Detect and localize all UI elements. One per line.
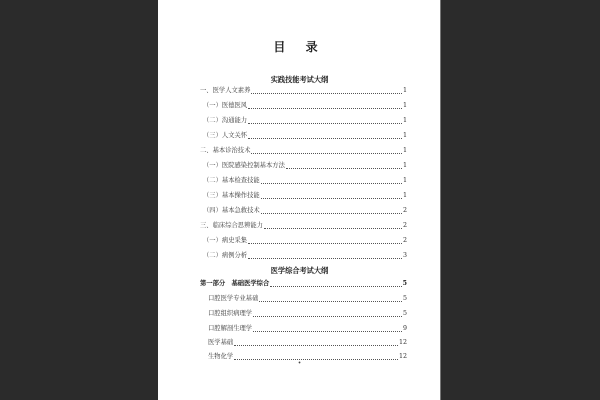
toc-entry-page: 5 <box>402 310 407 317</box>
toc-entry[interactable] <box>203 251 407 261</box>
toc-entry[interactable] <box>200 86 407 96</box>
dot-leader <box>248 257 402 259</box>
dot-leader <box>248 107 402 109</box>
toc-entry-page: 1 <box>402 177 407 184</box>
dot-leader <box>259 300 402 302</box>
toc-entry[interactable] <box>208 309 407 319</box>
dot-leader <box>261 212 402 214</box>
section-title-practical: 实践技能考试大纲 <box>270 75 329 84</box>
toc-entry-page: 12 <box>398 353 407 360</box>
dot-leader <box>251 152 402 154</box>
toc-entry-page: 1 <box>402 147 407 154</box>
toc-entry-label: 医学基础 <box>208 339 234 346</box>
document-page <box>158 0 441 400</box>
toc-entry-label: （三）基本操作技能 <box>203 192 260 199</box>
toc-entry-page: 1 <box>402 117 407 124</box>
toc-entry-label: 口腔解剖生理学 <box>208 325 253 332</box>
toc-entry-label: 口腔组织病理学 <box>208 310 253 317</box>
toc-entry-page: 2 <box>402 222 407 229</box>
toc-entry[interactable] <box>203 161 407 171</box>
toc-entry[interactable] <box>200 146 407 156</box>
toc-entry-page: 1 <box>402 102 407 109</box>
dot-leader <box>261 182 402 184</box>
toc-entry-label: 第一部分 基础医学综合 <box>200 280 270 287</box>
toc-entry-page: 3 <box>402 252 407 259</box>
toc-entry-label: （一）医院感染控制基本方法 <box>203 162 285 169</box>
dot-leader <box>251 92 402 94</box>
toc-entry[interactable] <box>200 221 407 231</box>
toc-entry[interactable] <box>200 279 407 289</box>
toc-entry-page: 1 <box>402 192 407 199</box>
toc-entry-page: 12 <box>398 339 407 346</box>
dot-leader <box>248 137 402 139</box>
toc-entry[interactable] <box>203 176 407 186</box>
toc-entry-label: （一）医德医风 <box>203 102 248 109</box>
toc-entry[interactable] <box>203 191 407 201</box>
toc-entry-label: （四）基本急救技术 <box>203 207 260 214</box>
toc-entry-label: 三、临床综合思辨能力 <box>200 222 263 229</box>
dot-leader <box>270 285 401 287</box>
toc-entry[interactable] <box>203 206 407 216</box>
dot-leader <box>248 122 402 124</box>
toc-entry-label: （二）沟通能力 <box>203 117 248 124</box>
toc-entry-label: （三）人文关怀 <box>203 132 248 139</box>
toc-entry-page: 2 <box>402 237 407 244</box>
toc-entry-label: 一、医学人文素养 <box>200 87 251 94</box>
toc-entry[interactable] <box>208 294 407 304</box>
toc-entry-page: 9 <box>402 325 407 332</box>
toc-entry-page: 5 <box>402 295 407 302</box>
toc-entry-label: 二、基本诊治技术 <box>200 147 251 154</box>
page-footer-mark: • <box>297 360 302 367</box>
toc-entry[interactable] <box>208 338 407 348</box>
toc-entry-page: 5 <box>402 280 407 287</box>
toc-entry[interactable] <box>203 101 407 111</box>
toc-entry[interactable] <box>208 324 407 334</box>
dot-leader <box>248 242 402 244</box>
toc-entry-label: （二）病例分析 <box>203 252 248 259</box>
dot-leader <box>286 167 402 169</box>
toc-entry-page: 2 <box>402 207 407 214</box>
toc-entry[interactable] <box>203 116 407 126</box>
toc-entry-page: 1 <box>402 132 407 139</box>
dot-leader <box>261 197 402 199</box>
section-title-comprehensive: 医学综合考试大纲 <box>270 266 329 275</box>
toc-entry-label: 生物化学 <box>208 353 234 360</box>
toc-title: 目 录 <box>273 40 326 54</box>
toc-entry-page: 1 <box>402 87 407 94</box>
dot-leader <box>253 330 402 332</box>
dot-leader <box>264 227 402 229</box>
toc-entry-label: （一）病史采集 <box>203 237 248 244</box>
dot-leader <box>253 315 402 317</box>
toc-entry-page: 1 <box>402 162 407 169</box>
toc-entry[interactable] <box>203 236 407 246</box>
toc-entry[interactable] <box>203 131 407 141</box>
toc-entry-label: 口腔医学专业基础 <box>208 295 259 302</box>
dot-leader <box>234 344 398 346</box>
toc-entry-label: （二）基本检查技能 <box>203 177 260 184</box>
